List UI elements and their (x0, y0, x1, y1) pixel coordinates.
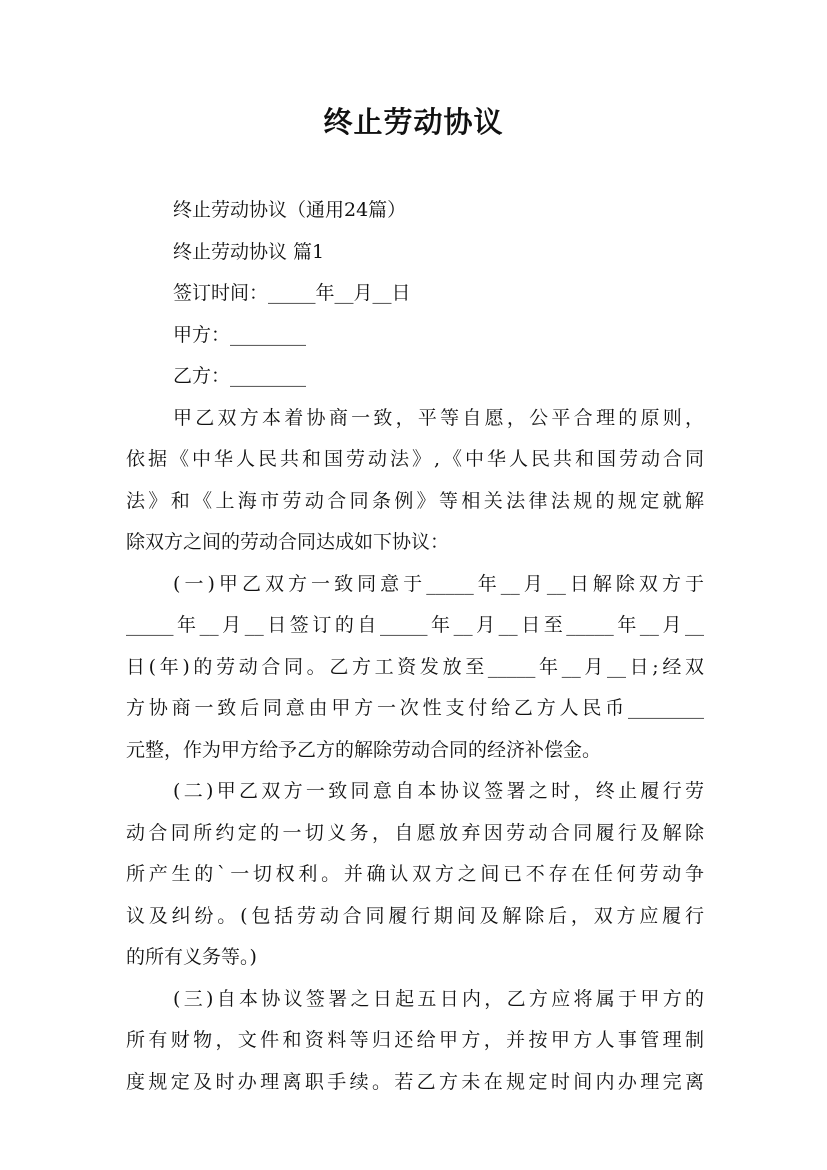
paragraph-line: 依据《中华人民共和国劳动法》,《中华人民共和国劳动合同 (126, 448, 704, 470)
paragraph-line: 除双方之间的劳动合同达成如下协议： (126, 531, 450, 553)
clause-2-line: 动合同所约定的一切义务，自愿放弃因劳动合同履行及解除 (126, 821, 704, 844)
clause-1-line: 日(年)的劳动合同。乙方工资发放至_____年__月__日;经双 (126, 655, 704, 678)
clause-3-line: (三)自本协议签署之日起五日内，乙方应将属于甲方的 (173, 987, 704, 1010)
clause-2-line: 的所有义务等。) (126, 946, 257, 968)
clause-3-line: 所有财物，文件和资料等归还给甲方，并按甲方人事管理制 (126, 1029, 704, 1051)
paragraph-line: 法》和《上海市劳动合同条例》等相关法律法规的规定就解 (126, 489, 704, 512)
clause-2-line: (二)甲乙双方一致同意自本协议签署之时，终止履行劳 (173, 780, 704, 802)
clause-1-line: 方协商一致后同意由甲方一次性支付给乙方人民币________ (126, 697, 704, 719)
clause-2-line: 所产生的`一切权利。并确认双方之间已不存在任何劳动争 (126, 863, 704, 885)
clause-1-line: _____年__月__日签订的自_____年__月__日至_____年__月__ (126, 614, 704, 636)
clause-1-line: (一)甲乙双方一致同意于_____年__月__日解除双方于 (173, 572, 704, 595)
clause-3-line: 度规定及时办理离职手续。若乙方未在规定时间内办理完离 (126, 1070, 704, 1093)
subtitle-line: 终止劳动协议（通用24篇） (173, 199, 407, 221)
clause-2-line: 议及纠纷。(包括劳动合同履行期间及解除后，双方应履行 (126, 904, 704, 927)
party-a-line: 甲方：________ (173, 323, 307, 346)
section-heading: 终止劳动协议 篇1 (173, 240, 325, 263)
party-b-line: 乙方：________ (173, 365, 307, 387)
sign-date-line: 签订时间：_____年__月__日 (173, 282, 411, 304)
clause-1-line: 元整，作为甲方给予乙方的解除劳动合同的经济补偿金。 (126, 738, 602, 761)
paragraph-line: 甲乙双方本着协商一致，平等自愿，公平合理的原则， (173, 406, 704, 429)
document-body (126, 190, 704, 1103)
document-title: 终止劳动协议 (323, 105, 504, 139)
